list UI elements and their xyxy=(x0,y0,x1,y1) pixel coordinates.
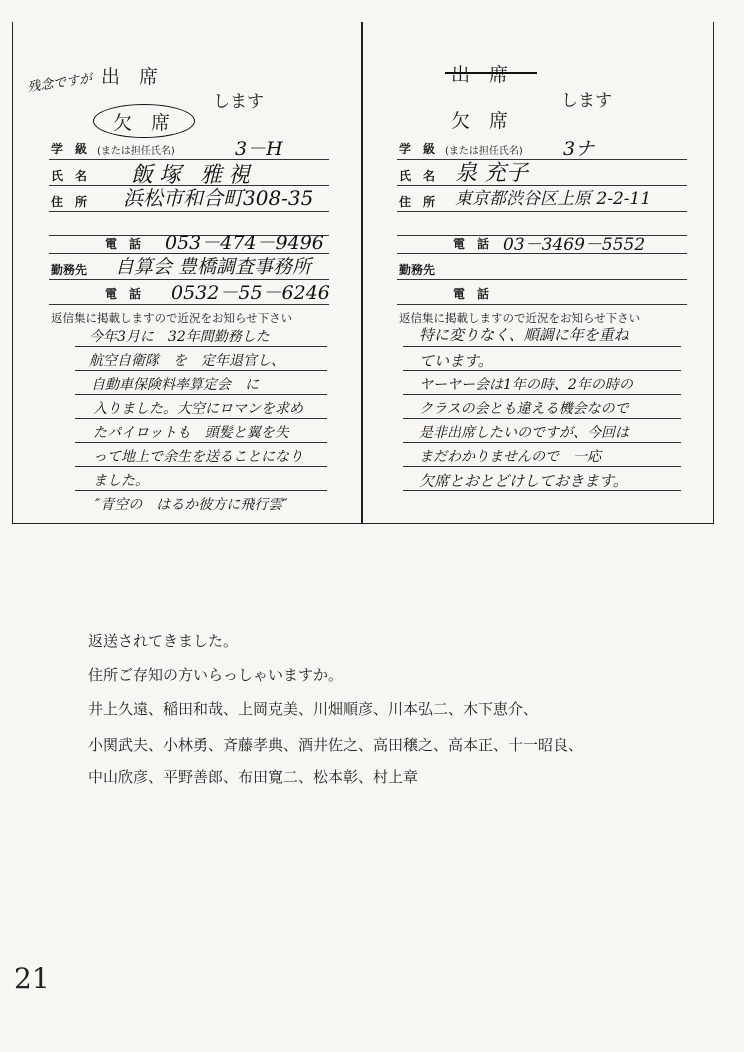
phone-value: 03－3469－5552 xyxy=(503,235,646,255)
shimasu-label: します xyxy=(561,91,612,111)
grade-sub-label: (または担任氏名) xyxy=(445,146,523,157)
grade-value: 3－H xyxy=(235,138,283,160)
work-label: 勤務先 xyxy=(51,263,88,277)
notice-names-row: 井上久遠、稲田和哉、上岡克美、川畑順彦、川本弘二、木下恵介、 xyxy=(88,700,539,718)
work-phone-label: 電 話 xyxy=(453,287,490,301)
grade-label: 学 級 xyxy=(51,142,88,156)
message-line: 自動車保険料率算定会 に xyxy=(91,377,259,393)
work-label: 勤務先 xyxy=(399,263,436,277)
work-value: 自算会 豊橋調査事務所 xyxy=(115,256,312,278)
attend-label: 出 席 xyxy=(101,66,159,88)
message-line: クラスの会とも違える機会なので xyxy=(419,401,629,417)
notice-line-returned: 返送されてきました。 xyxy=(88,632,239,650)
absent-label: 欠 席 xyxy=(113,112,171,134)
address-value: 東京都渋谷区上原 2-2-11 xyxy=(455,189,652,209)
attend-strikethrough xyxy=(445,72,537,74)
work-phone-value: 0532－55－6246 xyxy=(171,282,330,304)
message-line: って地上で余生を送ることになり xyxy=(93,449,303,465)
handwritten-note: 残念ですが xyxy=(26,71,94,96)
grade-label: 学 級 xyxy=(399,142,436,156)
shimasu-label: します xyxy=(213,92,264,112)
name-label: 氏 名 xyxy=(51,169,88,183)
grade-value: 3ナ xyxy=(563,138,595,160)
message-line: ています。 xyxy=(419,352,493,370)
name-value: 泉 充子 xyxy=(455,161,528,186)
address-label: 住 所 xyxy=(399,195,436,209)
name-value: 飯塚 雅視 xyxy=(131,163,256,188)
message-line: まだわかりませんので 一応 xyxy=(419,449,601,465)
phone-label: 電 話 xyxy=(105,237,142,251)
message-header: 返信集に掲載しますので近況をお知らせ下さい xyxy=(399,311,641,325)
reply-card-left xyxy=(12,22,362,524)
reply-card-right xyxy=(362,22,714,524)
message-line: ました。 xyxy=(93,473,149,489)
message-line: 航空自衛隊 を 定年退官し、 xyxy=(89,353,285,369)
phone-value: 053－474－9496 xyxy=(165,232,324,254)
work-phone-label: 電 話 xyxy=(105,287,142,301)
message-line: 欠席とおとどけしておきます。 xyxy=(419,472,628,490)
attend-label: 出 席 xyxy=(451,64,509,86)
message-header: 返信集に掲載しますので近況をお知らせ下さい xyxy=(51,311,293,325)
address-value: 浜松市和合町308-35 xyxy=(123,186,314,210)
phone-label: 電 話 xyxy=(453,237,490,251)
message-line: たパイロットも 頭髪と翼を失 xyxy=(93,425,289,441)
message-line: ヤーヤー会は1年の時、2年の時の xyxy=(419,377,633,393)
notice-names-row: 中山欣彦、平野善郎、布田寛二、松本彰、村上章 xyxy=(88,768,419,786)
message-line: 今年3月に 32年間勤務した xyxy=(89,329,270,345)
absent-label: 欠 席 xyxy=(451,110,509,132)
message-line: 是非出席したいのですが、今回は xyxy=(419,425,629,441)
notice-names-row: 小関武夫、小林勇、斉藤孝典、酒井佐之、高田穣之、高本正、十一昭良、 xyxy=(88,736,584,754)
message-line: 入りました。大空にロマンを求め xyxy=(93,401,303,417)
page-number: 21 xyxy=(14,962,50,995)
address-label: 住 所 xyxy=(51,195,88,209)
message-line: 特に変りなく、順調に年を重ね xyxy=(419,326,629,344)
notice-line-question: 住所ご存知の方いらっしゃいますか。 xyxy=(88,666,344,684)
name-label: 氏 名 xyxy=(399,169,436,183)
message-line: ″青空の はるか彼方に飛行雲″ xyxy=(95,497,288,513)
grade-sub-label: (または担任氏名) xyxy=(97,146,175,157)
